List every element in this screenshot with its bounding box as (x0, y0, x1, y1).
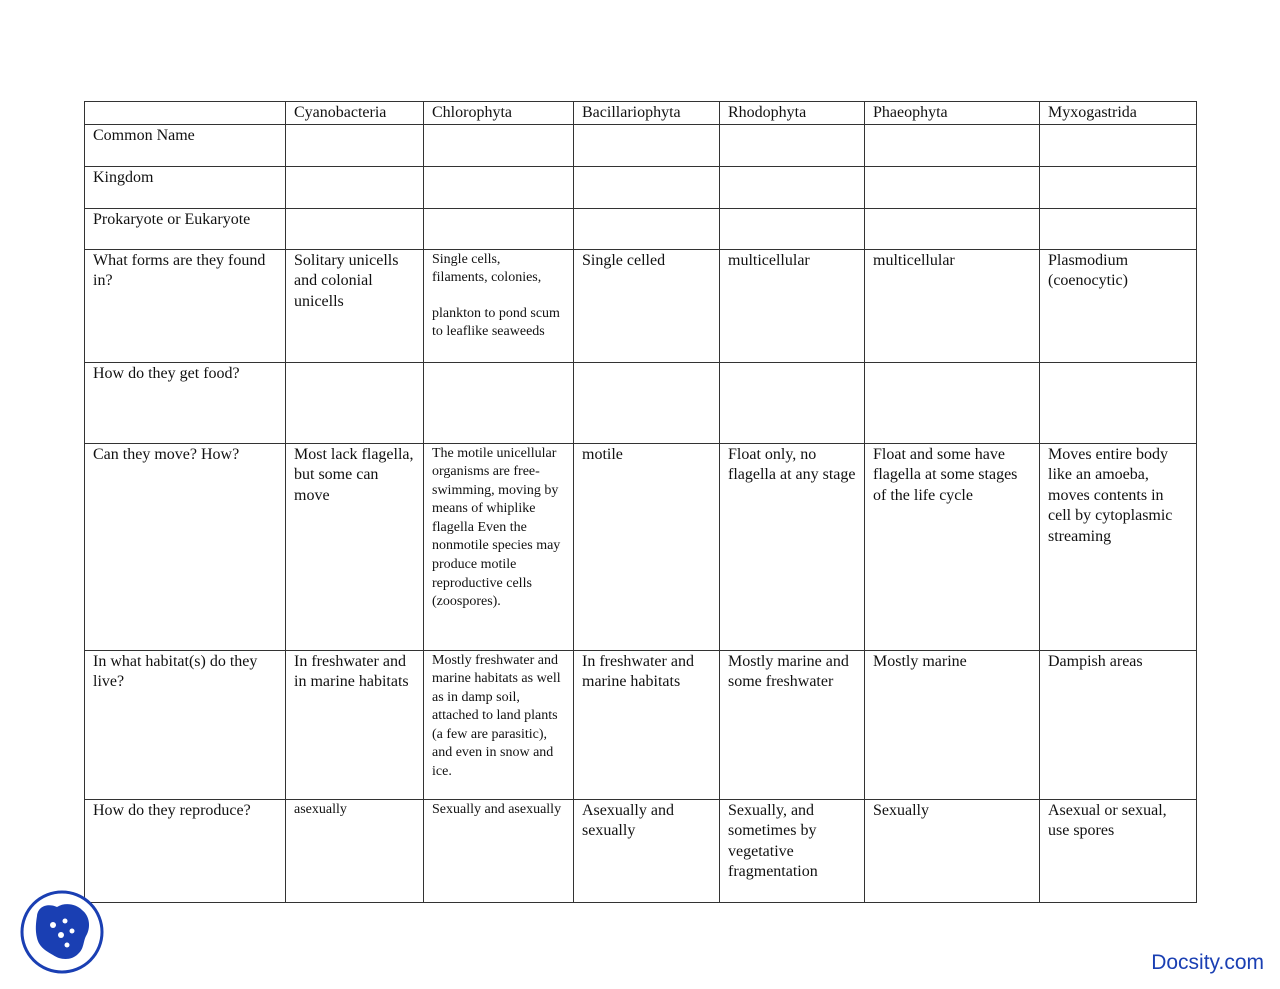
table-cell (424, 166, 574, 208)
table-cell (720, 124, 865, 166)
table-cell (720, 166, 865, 208)
row-label: How do they get food? (85, 362, 286, 443)
table-row (85, 208, 1197, 249)
table-row (85, 650, 1197, 799)
table-cell: Mostly marine (865, 650, 1040, 799)
table-cell: Dampish areas (1040, 650, 1197, 799)
table-cell: Mostly freshwater and marine habitats as well as in damp soil, attached to land plants (a few are parasitic), and even in snow and ice. (424, 650, 574, 799)
table-cell: Sexually, and sometimes by vegetative fragmentation (720, 799, 865, 902)
header-cell: Phaeophyta (865, 102, 1040, 125)
row-label: How do they reproduce? (85, 799, 286, 902)
table-row (85, 124, 1197, 166)
row-label: Prokaryote or Eukaryote (85, 208, 286, 249)
table-cell: The motile unicellular organisms are free-swimming, moving by means of whiplike flagella Even the nonmotile species may produce motile reproductive cells (zoospores). (424, 443, 574, 650)
algae-comparison-table (84, 101, 1197, 903)
docsity-logo-icon (20, 890, 104, 974)
table-cell (574, 166, 720, 208)
table-cell: In freshwater and marine habitats (574, 650, 720, 799)
table-cell (1040, 124, 1197, 166)
table-cell (286, 166, 424, 208)
table-row (85, 362, 1197, 443)
header-cell: Chlorophyta (424, 102, 574, 125)
table-cell (865, 124, 1040, 166)
table-cell (574, 208, 720, 249)
table-cell (424, 208, 574, 249)
header-cell (85, 102, 286, 125)
table-cell (1040, 208, 1197, 249)
table-cell: Asexual or sexual, use spores (1040, 799, 1197, 902)
table-cell: Asexually and sexually (574, 799, 720, 902)
table-cell: Sexually and asexually (424, 799, 574, 902)
table-cell: multicellular (865, 249, 1040, 362)
table-cell: multicellular (720, 249, 865, 362)
docsity-brand-link[interactable]: Docsity.com (1151, 951, 1264, 974)
table-cell: Single celled (574, 249, 720, 362)
header-cell: Cyanobacteria (286, 102, 424, 125)
table-row (85, 249, 1197, 362)
table-cell (424, 362, 574, 443)
row-label: Can they move? How? (85, 443, 286, 650)
table-row (85, 443, 1197, 650)
table-cell (286, 362, 424, 443)
table-cell (286, 124, 424, 166)
table-cell: Most lack flagella, but some can move (286, 443, 424, 650)
table-cell: Moves entire body like an amoeba, moves contents in cell by cytoplasmic streaming (1040, 443, 1197, 650)
table-header-row (85, 102, 1197, 125)
table-cell: Sexually (865, 799, 1040, 902)
table-cell: asexually (286, 799, 424, 902)
table-cell (1040, 166, 1197, 208)
table-cell: Mostly marine and some freshwater (720, 650, 865, 799)
table-cell: Solitary unicells and colonial unicells (286, 249, 424, 362)
header-cell: Rhodophyta (720, 102, 865, 125)
table-row (85, 166, 1197, 208)
table-cell (286, 208, 424, 249)
table-cell (865, 362, 1040, 443)
table-cell (720, 208, 865, 249)
row-label: Common Name (85, 124, 286, 166)
table-cell (574, 124, 720, 166)
table-cell: Float and some have flagella at some stages of the life cycle (865, 443, 1040, 650)
table-cell (865, 166, 1040, 208)
row-label: Kingdom (85, 166, 286, 208)
table-cell: Plasmodium (coenocytic) (1040, 249, 1197, 362)
header-cell: Myxogastrida (1040, 102, 1197, 125)
table-cell (720, 362, 865, 443)
table-cell: Single cells, filaments, colonies, plankton to pond scum to leaflike seaweeds (424, 249, 574, 362)
table-cell: motile (574, 443, 720, 650)
row-label: What forms are they found in? (85, 249, 286, 362)
row-label: In what habitat(s) do they live? (85, 650, 286, 799)
table-cell: Float only, no flagella at any stage (720, 443, 865, 650)
table-cell (865, 208, 1040, 249)
header-cell: Bacillariophyta (574, 102, 720, 125)
table-cell (424, 124, 574, 166)
table-row (85, 799, 1197, 902)
table-cell (574, 362, 720, 443)
table-cell: In freshwater and in marine habitats (286, 650, 424, 799)
table-cell (1040, 362, 1197, 443)
